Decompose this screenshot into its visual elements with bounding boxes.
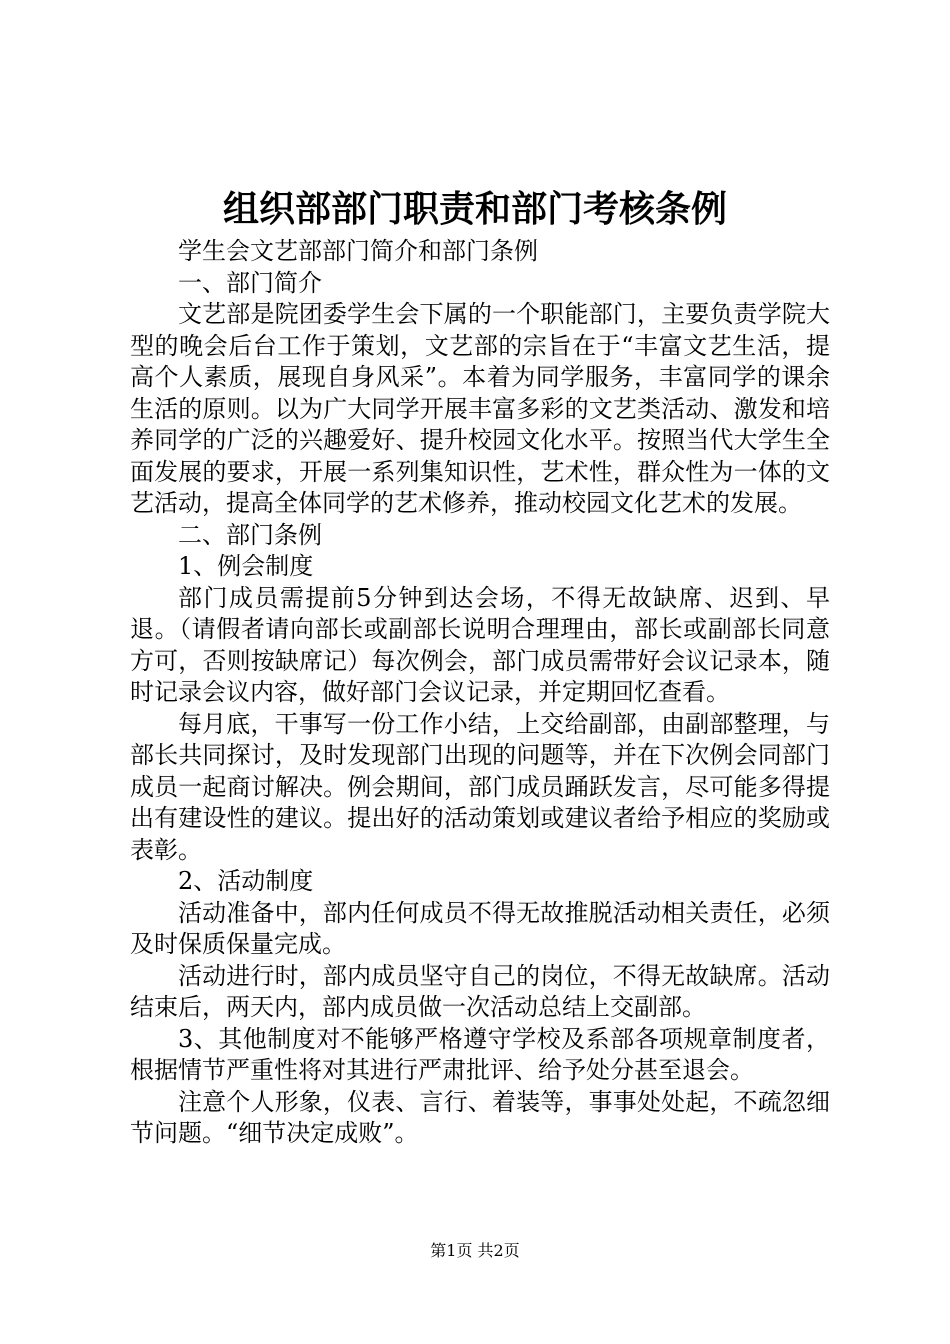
monthly-summary-paragraph: 每月底，干事写一份工作小结，上交给副部，由副部整理，与部长共同探讨，及时发现部门出现的问题等，并在下次例会同部门成员一起商讨解决。例会期间，部门成员踊跃发言，尽可能多得提出有建设性的建议。提出好的活动策划或建议者给予相应的奖励或表彰。 — [130, 709, 830, 864]
image-conduct-paragraph: 注意个人形象，仪表、言行、着装等，事事处处起，不疏忽细节问题。“细节决定成败”。 — [130, 1087, 830, 1147]
page-number-footer: 第1页 共2页 — [430, 1241, 520, 1260]
subtitle-paragraph: 学生会文艺部部门简介和部门条例 — [178, 237, 538, 265]
section-heading-intro: 一、部门简介 — [178, 268, 322, 297]
other-rules-paragraph: 3、其他制度对不能够严格遵守学校及系部各项规章制度者，根据情节严重性将对其进行严肃批评、给予处分甚至退会。 — [130, 1024, 830, 1084]
section-heading-rules: 二、部门条例 — [178, 520, 322, 549]
subheading-meeting-system: 1、例会制度 — [178, 552, 314, 580]
document-body — [130, 236, 830, 1150]
document-title: 组织部部门职责和部门考核条例 — [222, 188, 727, 230]
activity-preparation-paragraph: 活动准备中，部内任何成员不得无故推脱活动相关责任，必须及时保质保量完成。 — [130, 898, 830, 958]
activity-execution-paragraph: 活动进行时，部内成员坚守自己的岗位，不得无故缺席。活动结束后，两天内，部内成员做一次活动总结上交副部。 — [130, 961, 830, 1021]
meeting-rules-paragraph: 部门成员需提前5分钟到达会场，不得无故缺席、迟到、早退。（请假者请向部长或副部长说明合理理由，部长或副部长同意方可，否则按缺席记）每次例会，部门成员需带好会议记录本，随时记录会议内容，做好部门会议记录，并定期回忆查看。 — [130, 583, 830, 706]
subheading-activity-system: 2、活动制度 — [178, 867, 314, 895]
intro-paragraph: 文艺部是院团委学生会下属的一个职能部门，主要负责学院大型的晚会后台工作于策划，文艺部的宗旨在于“丰富文艺生活，提高个人素质，展现自身风采”。本着为同学服务，丰富同学的课余生活的原则。以为广大同学开展丰富多彩的文艺类活动、激发和培养同学的广泛的兴趣爱好、提升校园文化水平。按照当代大学生全面发展的要求，开展一系列集知识性，艺术性，群众性为一体的文艺活动，提高全体同学的艺术修养，推动校园文化艺术的发展。 — [130, 300, 830, 517]
